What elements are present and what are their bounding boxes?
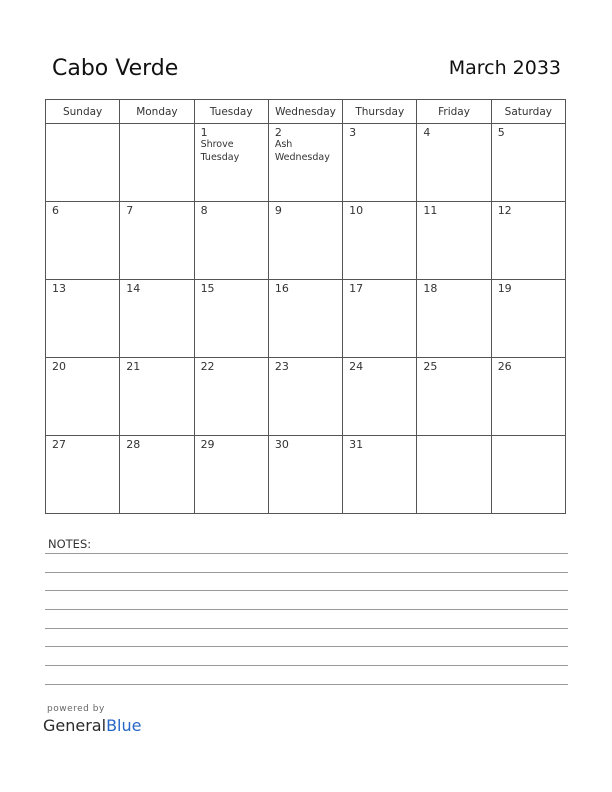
day-number: 19 <box>497 282 512 295</box>
calendar-grid <box>45 99 566 514</box>
day-number: 24 <box>349 360 364 373</box>
day-number: 30 <box>274 438 289 451</box>
notes-label: NOTES: <box>48 537 92 551</box>
day-number: 16 <box>274 282 289 295</box>
day-number: 5 <box>497 126 505 139</box>
day-cell <box>343 124 417 202</box>
day-cell <box>120 202 194 280</box>
day-cell <box>194 124 268 202</box>
brand-first: General <box>43 716 107 735</box>
day-cell <box>417 436 491 514</box>
note-line <box>45 684 568 685</box>
day-number: 6 <box>52 204 59 217</box>
week-row <box>46 124 566 202</box>
day-number: 25 <box>423 360 438 373</box>
weekday-wednesday: Wednesday <box>268 100 342 124</box>
weekday-tuesday: Tuesday <box>194 100 268 124</box>
day-cell <box>491 358 565 436</box>
note-line <box>45 553 568 554</box>
day-number: 3 <box>349 126 357 139</box>
week-row <box>46 358 566 436</box>
day-cell <box>268 124 342 202</box>
day-cell <box>491 202 565 280</box>
day-cell <box>268 202 342 280</box>
day-number <box>492 436 565 438</box>
day-cell <box>343 280 417 358</box>
month-title: March 2033 <box>448 57 561 79</box>
holiday-label: Shrove Tuesday <box>200 139 240 163</box>
note-line <box>45 590 568 591</box>
week-row <box>46 280 566 358</box>
note-line <box>45 572 568 573</box>
note-line <box>45 646 568 647</box>
day-cell <box>120 124 194 202</box>
day-number <box>46 124 119 126</box>
day-number: 28 <box>126 438 141 451</box>
day-cell <box>194 280 268 358</box>
day-cell <box>491 280 565 358</box>
day-cell <box>343 358 417 436</box>
day-cell <box>491 124 565 202</box>
note-line <box>45 628 568 629</box>
generalblue-logo <box>43 716 141 735</box>
day-number: 23 <box>274 360 289 373</box>
day-number: 4 <box>423 126 431 139</box>
day-number: 21 <box>126 360 141 373</box>
day-number <box>417 436 490 438</box>
day-cell <box>343 202 417 280</box>
day-cell <box>194 202 268 280</box>
day-number: 8 <box>200 204 208 217</box>
day-number <box>120 124 193 126</box>
day-cell <box>417 280 491 358</box>
day-cell <box>268 280 342 358</box>
day-cell <box>46 280 120 358</box>
weekday-saturday: Saturday <box>491 100 565 124</box>
day-number: 18 <box>423 282 438 295</box>
week-row <box>46 436 566 514</box>
day-cell <box>120 436 194 514</box>
day-number: 10 <box>349 204 364 217</box>
day-cell <box>417 124 491 202</box>
day-number: 1 <box>200 126 208 139</box>
note-line <box>45 609 568 610</box>
holiday-label: Ash Wednesday <box>274 139 330 163</box>
day-number: 7 <box>126 204 134 217</box>
day-cell <box>194 436 268 514</box>
weekday-header-row <box>46 100 566 124</box>
day-number: 26 <box>497 360 512 373</box>
day-number: 15 <box>200 282 215 295</box>
day-cell <box>46 358 120 436</box>
powered-by-text: powered by <box>47 704 105 714</box>
day-cell <box>491 436 565 514</box>
day-cell <box>268 358 342 436</box>
day-cell <box>268 436 342 514</box>
weekday-friday: Friday <box>417 100 491 124</box>
day-number: 20 <box>52 360 66 373</box>
day-cell <box>417 202 491 280</box>
brand-second: Blue <box>106 716 142 735</box>
day-cell <box>120 358 194 436</box>
weekday-monday: Monday <box>120 100 194 124</box>
week-row <box>46 202 566 280</box>
note-line <box>45 665 568 666</box>
day-cell <box>46 436 120 514</box>
day-cell <box>120 280 194 358</box>
country-title: Cabo Verde <box>52 56 179 81</box>
day-number: 27 <box>52 438 66 451</box>
day-number: 12 <box>497 204 512 217</box>
day-number: 22 <box>200 360 215 373</box>
day-cell <box>417 358 491 436</box>
day-number: 31 <box>349 438 364 451</box>
day-number: 14 <box>126 282 141 295</box>
day-number: 2 <box>274 126 282 139</box>
day-number: 11 <box>423 204 438 217</box>
day-cell <box>46 202 120 280</box>
day-cell <box>194 358 268 436</box>
day-cell <box>343 436 417 514</box>
weekday-sunday: Sunday <box>46 100 120 124</box>
weekday-thursday: Thursday <box>343 100 417 124</box>
day-number: 9 <box>274 204 282 217</box>
day-number: 17 <box>349 282 364 295</box>
day-number: 29 <box>200 438 215 451</box>
day-number: 13 <box>52 282 66 295</box>
day-cell <box>46 124 120 202</box>
